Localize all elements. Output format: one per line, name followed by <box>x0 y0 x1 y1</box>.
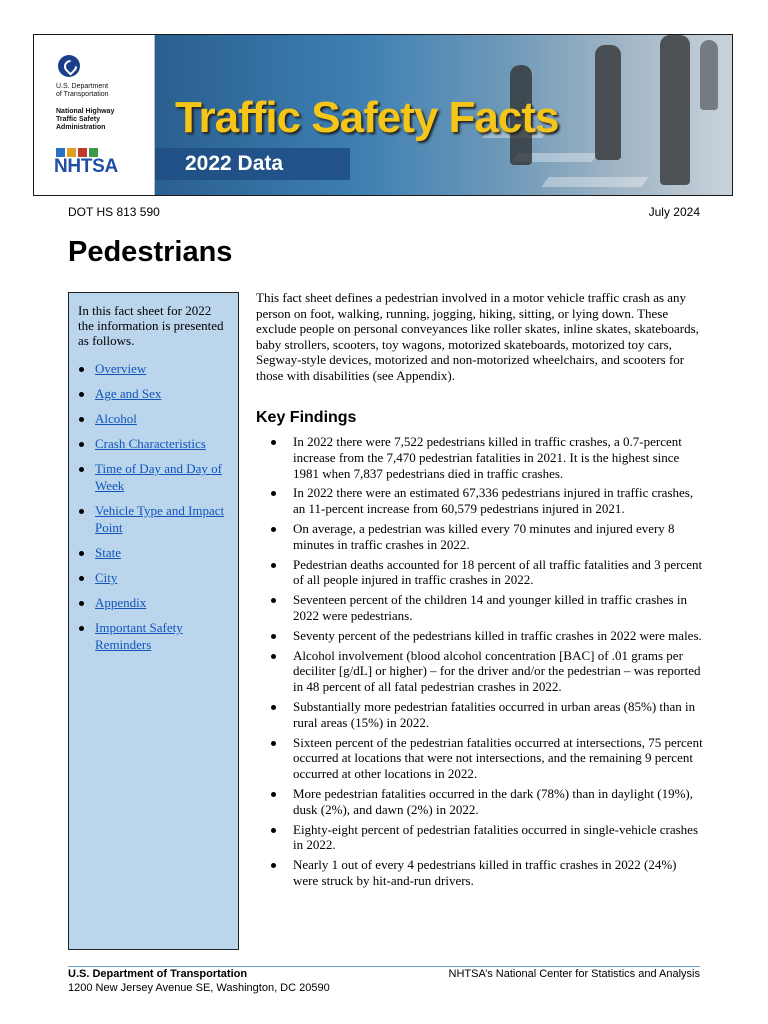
list-item <box>78 594 229 611</box>
list-item <box>78 360 229 377</box>
contents-list <box>78 360 229 653</box>
walker-silhouette <box>660 35 690 185</box>
administration-name: National Highway Traffic Safety Administration <box>56 108 115 131</box>
walker-silhouette <box>700 40 718 110</box>
agency-name: U.S. Department of Transportation <box>56 83 109 98</box>
link-crash-characteristics[interactable]: Crash Characteristics <box>95 436 206 451</box>
link-time-of-day[interactable]: Time of Day and Day of Week <box>95 461 222 493</box>
banner-photo <box>155 35 732 195</box>
list-item <box>78 385 229 402</box>
walker-silhouette <box>595 45 621 160</box>
finding-item: Seventy percent of the pedestrians killed in traffic crashes in 2022 were males. <box>256 628 704 644</box>
document-id: DOT HS 813 590 <box>68 205 160 219</box>
footer-address: 1200 New Jersey Avenue SE, Washington, DC 20590 <box>68 982 330 994</box>
link-vehicle-type[interactable]: Vehicle Type and Impact Point <box>95 503 225 535</box>
link-overview[interactable]: Overview <box>95 361 147 376</box>
sidebar-intro: In this fact sheet for 2022 the information is presented as follows. <box>78 303 224 348</box>
finding-item: In 2022 there were 7,522 pedestrians killed in traffic crashes, a 0.7-percent increase from the 7,470 pedestrian fatalities in 2021. It is the highest since 1981 when 7,837 pedestrians died in traffic crashes. <box>256 434 704 481</box>
list-item <box>78 544 229 561</box>
finding-item: More pedestrian fatalities occurred in the dark (78%) than in daylight (19%), dusk (2%), and dawn (2%) in 2022. <box>256 786 704 818</box>
link-safety-reminders[interactable]: Important Safety Reminders <box>95 620 183 652</box>
link-state[interactable]: State <box>95 545 121 560</box>
finding-item: Pedestrian deaths accounted for 18 percent of all traffic fatalities and 3 percent of all people injured in traffic crashes in 2022. <box>256 557 704 589</box>
link-appendix[interactable]: Appendix <box>95 595 147 610</box>
finding-item: Sixteen percent of the pedestrian fatalities occurred at intersections, 75 percent occurred at locations that were not intersections, and the remaining 9 percent occurred at other locations in 2022. <box>256 735 704 782</box>
nhtsa-logo: NHTSA <box>54 156 118 177</box>
contents-sidebar <box>68 292 239 950</box>
finding-item: Alcohol involvement (blood alcohol concentration [BAC] of .01 grams per deciliter [g/dL] or higher) – for the driver and/or the pedestrian – was reported in 48 percent of all fatal pedestrian crashes in 2022. <box>256 648 704 695</box>
finding-item: Seventeen percent of the children 14 and younger killed in traffic crashes in 2022 were pedestrians. <box>256 592 704 624</box>
banner-subtitle: 2022 Data <box>185 152 284 175</box>
page-title: Pedestrians <box>68 236 233 268</box>
list-item <box>78 460 229 494</box>
finding-item: Eighty-eight percent of pedestrian fatalities occurred in single-vehicle crashes in 2022. <box>256 822 704 854</box>
list-item <box>78 435 229 452</box>
link-alcohol[interactable]: Alcohol <box>95 411 137 426</box>
publication-date: July 2024 <box>648 205 700 219</box>
finding-item: On average, a pedestrian was killed every 70 minutes and injured every 8 minutes in traffic crashes in 2022. <box>256 521 704 553</box>
key-findings-list <box>256 434 704 893</box>
finding-item: Substantially more pedestrian fatalities occurred in urban areas (85%) than in rural areas (15%) in 2022. <box>256 699 704 731</box>
finding-item: In 2022 there were an estimated 67,336 pedestrians injured in traffic crashes, an 11-percent increase from 60,579 pedestrians injured in 2021. <box>256 485 704 517</box>
list-item <box>78 569 229 586</box>
dot-logo-icon <box>58 55 80 77</box>
finding-item: Nearly 1 out of every 4 pedestrians killed in traffic crashes in 2022 (24%) were struck by hit-and-run drivers. <box>256 857 704 889</box>
footer-center-name: NHTSA’s National Center for Statistics and Analysis <box>448 968 700 980</box>
list-item <box>78 502 229 536</box>
link-age-and-sex[interactable]: Age and Sex <box>95 386 162 401</box>
footer-divider <box>68 966 700 967</box>
header-banner <box>33 34 733 196</box>
footer-organization: U.S. Department of Transportation <box>68 968 248 980</box>
key-findings-heading: Key Findings <box>256 409 357 426</box>
agency-logo-panel <box>34 35 155 195</box>
list-item <box>78 619 229 653</box>
banner-title: Traffic Safety Facts <box>175 93 559 142</box>
link-city[interactable]: City <box>95 570 118 585</box>
list-item <box>78 410 229 427</box>
intro-paragraph: This fact sheet defines a pedestrian involved in a motor vehicle traffic crash as any person on foot, walking, running, jogging, hiking, sitting, or lying down. These exclude people on personal conveyances like roller skates, inline skates, skateboards, baby strollers, scooters, toy wagons, motorized skateboards, motorized toy cars, Segway-style devices, motorized and non-motorized wheelchairs, and scooters for those with disabilities (see Appendix). <box>256 290 699 383</box>
